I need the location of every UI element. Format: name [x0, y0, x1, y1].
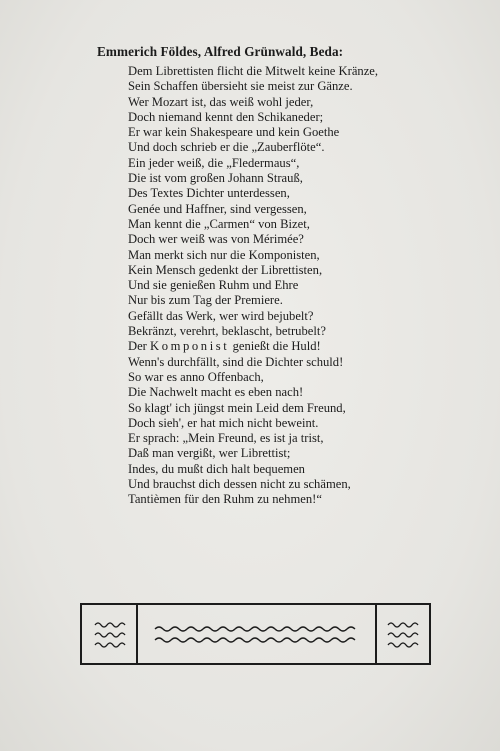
scroll-ornament-icon — [94, 641, 126, 649]
poem-line: Die ist vom großen Johann Strauß, — [128, 171, 303, 186]
poem-line: Genée und Haffner, sind vergessen, — [128, 201, 307, 216]
poem-line-komponist — [128, 339, 378, 354]
poem-line: Kein Mensch gedenkt der Librettisten, — [128, 262, 323, 277]
ornamental-vignette — [80, 603, 431, 665]
poem-line: Man kennt die „Carmen“ von Bizet, — [128, 216, 310, 231]
line-prefix: Der — [128, 339, 151, 354]
poem-line: Bekränzt, verehrt, beklascht, betrubelt? — [128, 324, 326, 339]
scroll-ornament-icon — [154, 625, 362, 633]
poem-line: Und brauchst dich dessen nicht zu schämen, — [128, 477, 351, 492]
scroll-ornament-icon — [154, 636, 362, 644]
poem-line: Er war kein Shakespeare und kein Goethe — [128, 125, 340, 140]
poem-line: Doch sieh', er hat mich nicht beweint. — [128, 415, 319, 430]
poem-line: Und sie genießen Ruhm und Ehre — [128, 278, 299, 293]
poem-line: So klagt' ich jüngst mein Leid dem Freund, — [128, 400, 346, 415]
poem-line: Und doch schrieb er die „Zauberflöte“. — [128, 140, 325, 155]
poem-line: Ein jeder weiß, die „Fledermaus“, — [128, 155, 300, 170]
poem-line: Nur bis zum Tag der Premiere. — [128, 293, 283, 308]
vignette-divider — [375, 605, 377, 663]
poem-line: Wer Mozart ist, das weiß wohl jeder, — [128, 94, 314, 109]
scroll-ornament-icon — [387, 621, 419, 629]
poem-line: Tantièmen für den Ruhm zu nehmen!“ — [128, 492, 322, 507]
poem-line: So war es anno Offenbach, — [128, 369, 264, 384]
scroll-ornament-icon — [387, 631, 419, 639]
poem-line: Die Nachwelt macht es eben nach! — [128, 385, 304, 400]
poem-line: Er sprach: „Mein Freund, es ist ja trist, — [128, 431, 324, 446]
spaced-word: Komponist — [150, 339, 230, 354]
vignette-divider — [136, 605, 138, 663]
poem-line: Doch wer weiß was von Mérimée? — [128, 232, 304, 247]
poem-line: Daß man vergißt, wer Librettist; — [128, 446, 291, 461]
poem-line: Doch niemand kennt den Schikaneder; — [128, 109, 324, 124]
poem-line: Wenn's durchfällt, sind die Dichter schuld! — [128, 354, 344, 369]
scroll-ornament-icon — [94, 631, 126, 639]
poem-verse — [128, 64, 378, 508]
poem-line: Indes, du mußt dich halt bequemen — [128, 461, 305, 476]
poem-line: Man merkt sich nur die Komponisten, — [128, 247, 320, 262]
poem-line: Dem Librettisten flicht die Mitwelt keine Kränze, — [128, 64, 379, 78]
scroll-ornament-icon — [94, 621, 126, 629]
poem-heading: Emmerich Földes, Alfred Grünwald, Beda: — [97, 44, 344, 59]
poem-line: Sein Schaffen übersieht sie meist zur Gänze. — [128, 79, 353, 94]
poem-line: Des Textes Dichter unterdessen, — [128, 186, 290, 201]
line-suffix: genießt die Huld! — [229, 339, 321, 354]
poem-line: Gefällt das Werk, wer wird bejubelt? — [128, 308, 314, 323]
scroll-ornament-icon — [387, 641, 419, 649]
